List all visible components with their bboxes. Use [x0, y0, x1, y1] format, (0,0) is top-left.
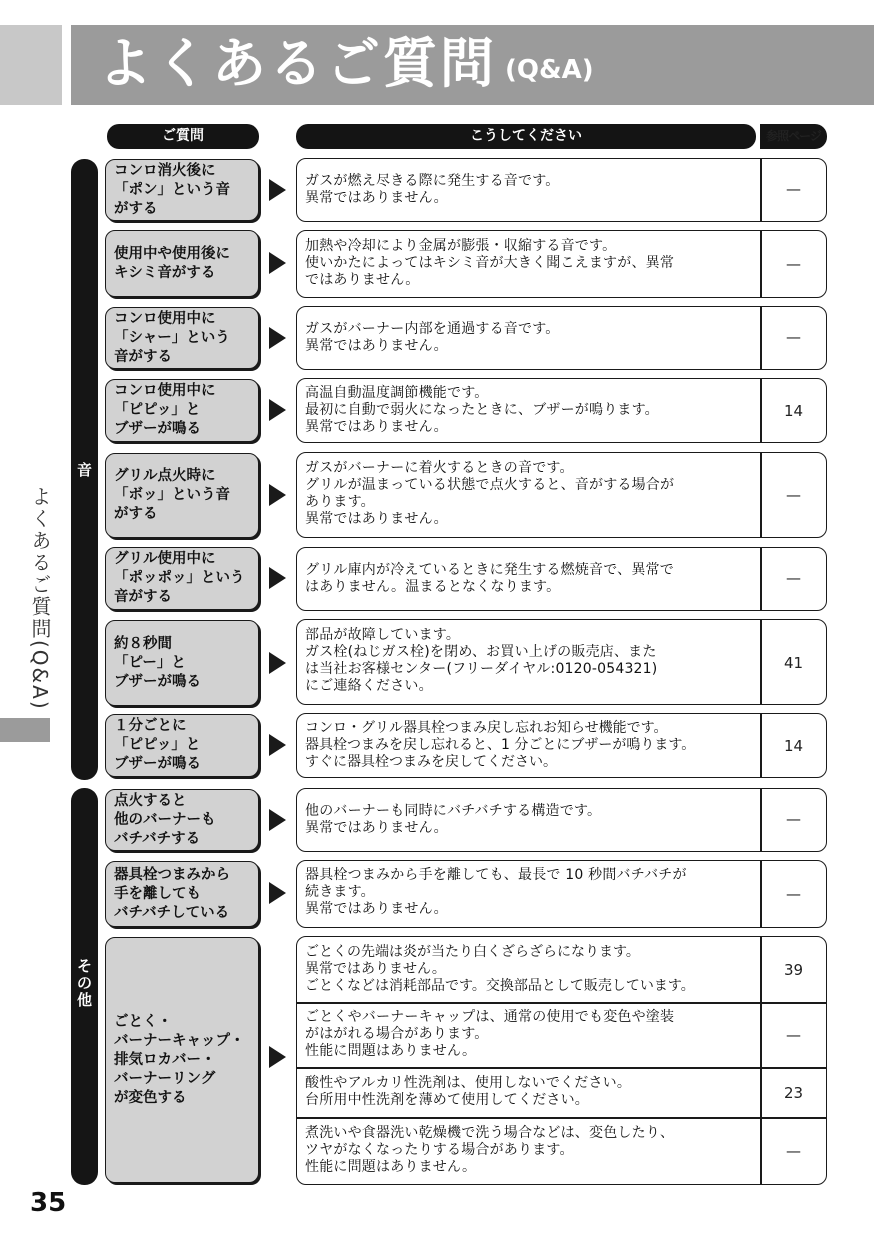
answer-text: 他のバーナーも同時にバチバチする構造です。 異常ではありません。 [305, 803, 602, 836]
row-divider [297, 1117, 826, 1119]
arrow-right-icon [269, 652, 286, 674]
page-title [98, 24, 594, 104]
answer-text: グリル庫内が冷えているときに発生する燃焼音で、異常で はありません。温まるとなくなります。 [305, 562, 674, 595]
answer-text: ごとくやバーナーキャップは、通常の使用でも変色や塗装 がはがれる場合があります。 性能に問題はありません。 [305, 1009, 675, 1059]
row-divider [297, 1002, 826, 1004]
ref-page: — [786, 180, 801, 198]
arrow-right-icon [269, 734, 286, 756]
answer-text: 煮洗いや食器洗い乾燥機で洗う場合などは、変色したり、 ツヤがなくなったりする場合があります。 性能に問題はありません。 [305, 1125, 675, 1175]
ref-page: 14 [783, 737, 804, 755]
ref-page: — [786, 328, 801, 346]
answer-text: 高温自動温度調節機能です。 最初に自動で弱火になったときに、ブザーが鳴ります。 異常ではありません。 [305, 385, 659, 435]
title-subtitle: (Q&A) [505, 55, 594, 85]
arrow-right-icon [269, 1046, 286, 1068]
side-section-tab [0, 718, 50, 742]
answer-text: ガスが燃え尽きる際に発生する音です。 異常ではありません。 [305, 173, 560, 206]
arrow-right-icon [269, 484, 286, 506]
answer-text: 部品が故障しています。 ガス栓(ねじガス栓)を閉め、お買い上げの販売店、また は当社お客様センター(フリーダイヤル:0120-054321) にご連絡ください。 [305, 627, 658, 694]
arrow-right-icon [269, 327, 286, 349]
question-box: １分ごとに 「ピピッ」と ブザーが鳴る [105, 714, 259, 777]
page-number: 35 [30, 1188, 67, 1218]
side-section-label: よくあるご質問(Q&A) [28, 486, 52, 711]
title-text: よくあるご質問 [98, 32, 497, 95]
ref-page: — [786, 255, 801, 273]
answer-text: 器具栓つまみから手を離しても、最長で 10 秒間バチバチが 続きます。 異常ではありません。 [305, 867, 687, 917]
question-box-group: ごとく・ バーナーキャップ・ 排気ロカバー・ バーナーリング が変色する [105, 937, 259, 1183]
question-box: コンロ使用中に 「シャー」という 音がする [105, 307, 259, 369]
question-box: 点火すると 他のバーナーも バチバチする [105, 789, 259, 851]
arrow-right-icon [269, 179, 286, 201]
arrow-right-icon [269, 809, 286, 831]
category-label-other: その他 [76, 957, 92, 1009]
ref-page: 41 [783, 654, 804, 672]
column-header-answer: こうしてください [296, 124, 756, 149]
column-header-ref: 参照ページ [760, 124, 827, 149]
ref-page: 14 [783, 402, 804, 420]
arrow-right-icon [269, 252, 286, 274]
question-box: コンロ消火後に 「ポン」という音 がする [105, 159, 259, 221]
question-box: グリル点火時に 「ボッ」という音 がする [105, 453, 259, 538]
answer-text: 酸性やアルカリ性洗剤は、使用しないでください。 台所用中性洗剤を薄めて使用してください。 [305, 1075, 632, 1108]
arrow-right-icon [269, 567, 286, 589]
column-header-question: ご質問 [107, 124, 259, 149]
answer-text: ガスがバーナーに着火するときの音です。 グリルが温まっている状態で点火すると、音がする場合が あります。 異常ではありません。 [305, 460, 675, 527]
question-box: 使用中や使用後に キシミ音がする [105, 230, 259, 297]
category-label-sound: 音 [76, 461, 92, 479]
answer-text: 加熱や冷却により金属が膨張・収縮する音です。 使いかたによってはキシミ音が大きく聞こえますが、異常 ではありません。 [305, 238, 675, 288]
question-box: グリル使用中に 「ポッポッ」という 音がする [105, 547, 259, 610]
ref-page: — [786, 1026, 801, 1044]
ref-page: — [786, 810, 801, 828]
question-box: コンロ使用中に 「ピピッ」と ブザーが鳴る [105, 379, 259, 442]
ref-page: — [786, 1142, 801, 1160]
question-box: 約８秒間 「ピー」と ブザーが鳴る [105, 620, 259, 706]
ref-page: — [786, 486, 801, 504]
arrow-right-icon [269, 399, 286, 421]
arrow-right-icon [269, 882, 286, 904]
header-side-tab [0, 25, 62, 105]
ref-page: — [786, 569, 801, 587]
question-box: 器具栓つまみから 手を離しても バチバチしている [105, 861, 259, 927]
answer-text: ガスがバーナー内部を通過する音です。 異常ではありません。 [305, 321, 560, 354]
ref-page: 23 [783, 1084, 804, 1102]
answer-text: コンロ・グリル器具栓つまみ戻し忘れお知らせ機能です。 器具栓つまみを戻し忘れると、1 分ごとにブザーが鳴ります。 すぐに器具栓つまみを戻してください。 [305, 720, 696, 770]
answer-text: ごとくの先端は炎が当たり白くざらざらになります。 異常ではありません。 ごとくなどは消耗部品です。交換部品として販売しています。 [305, 944, 695, 994]
ref-page: 39 [783, 961, 804, 979]
row-divider [297, 1067, 826, 1069]
ref-page: — [786, 885, 801, 903]
